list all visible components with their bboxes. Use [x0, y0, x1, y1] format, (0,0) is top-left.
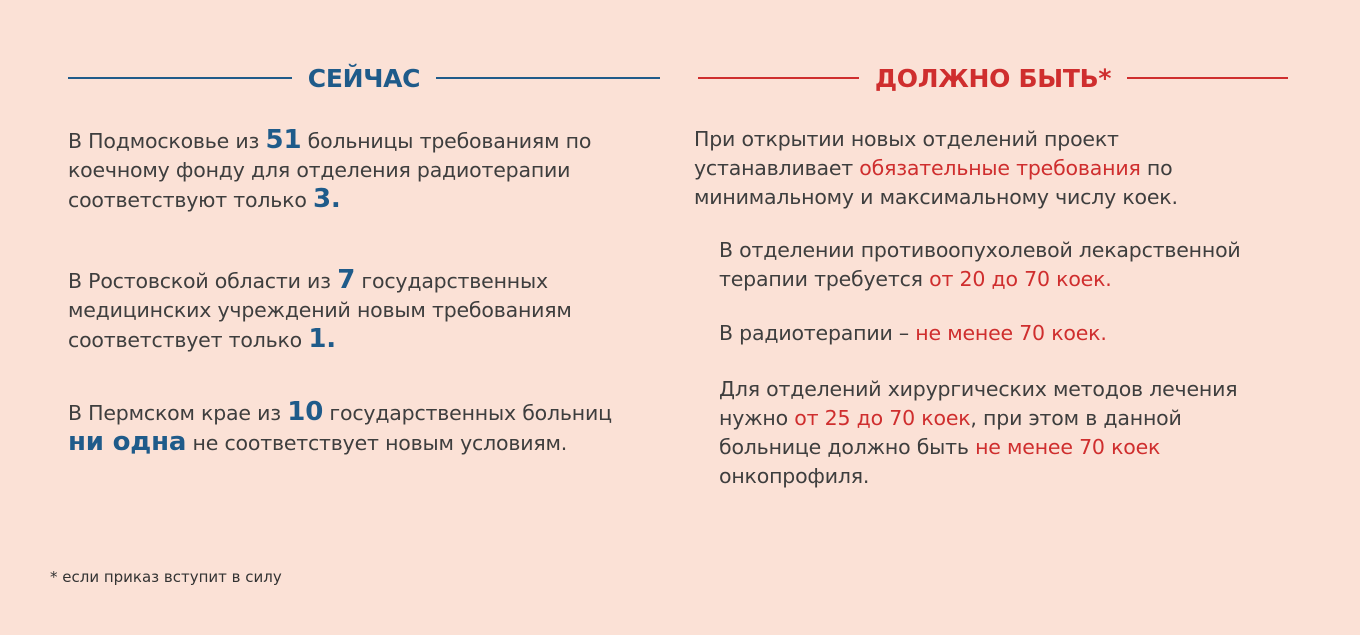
paragraph-text: по минимальному и максимальному числу коек.: [694, 156, 1178, 209]
current-section-heading: [68, 58, 660, 98]
paragraph-text: В Подмосковье из: [68, 129, 266, 153]
should-be-section-heading: [698, 58, 1288, 98]
paragraph-text: В отделении противоопухолевой лекарственной терапии требуется: [719, 238, 1241, 291]
moscow-region-paragraph: [68, 126, 628, 215]
paragraph-text: не соответствует новым условиям.: [186, 431, 568, 455]
new-departments-paragraph: [694, 125, 1214, 212]
highlight-phrase: не менее 70 коек: [975, 435, 1161, 459]
heading-divider-left: [698, 77, 859, 79]
paragraph-text: В Ростовской области из: [68, 269, 338, 293]
highlight-number: 7: [337, 265, 356, 295]
heading-divider-right: [1127, 77, 1288, 79]
highlight-phrase: не менее 70 коек.: [915, 321, 1107, 345]
highlight-phrase: ни одна: [68, 427, 187, 457]
paragraph-text: больницы требованиям по коечному фонду для отделения радиотерапии соответствуют только: [68, 129, 592, 212]
paragraph-text: В Пермском крае из: [68, 401, 288, 425]
heading-divider-left: [68, 77, 292, 79]
highlight-number: 1.: [308, 324, 336, 354]
paragraph-text: государственных медицинских учреждений новым требованиям соответствует только: [68, 269, 572, 352]
drug-therapy-paragraph: [719, 236, 1279, 294]
highlight-number: 10: [287, 397, 324, 427]
footnote: * если приказ вступит в силу: [50, 568, 282, 586]
highlight-phrase: от 25 до 70 коек: [794, 406, 971, 430]
paragraph-text: Для отделений хирургических методов лечения нужно: [719, 377, 1238, 430]
highlight-phrase: от 20 до 70 коек.: [929, 267, 1112, 291]
radiotherapy-paragraph: [719, 319, 1279, 348]
current-section-title: СЕЙЧАС: [307, 63, 421, 93]
paragraph-text: государственных больниц: [323, 401, 612, 425]
highlight-number: 51: [265, 125, 302, 155]
heading-divider-right: [436, 77, 660, 79]
surgery-paragraph: [719, 375, 1259, 491]
paragraph-text: , при этом в данной больнице должно быть: [719, 406, 1182, 459]
rostov-region-paragraph: [68, 266, 628, 355]
paragraph-text: онкопрофиля.: [719, 464, 870, 488]
paragraph-text: При открытии новых отделений проект устанавливает: [694, 127, 1119, 180]
highlight-phrase: обязательные требования: [859, 156, 1141, 180]
paragraph-text: В радиотерапии –: [719, 321, 916, 345]
highlight-number: 3.: [312, 184, 341, 214]
perm-region-paragraph: [68, 398, 638, 458]
should-be-section-title: ДОЛЖНО БЫТЬ*: [874, 63, 1112, 93]
